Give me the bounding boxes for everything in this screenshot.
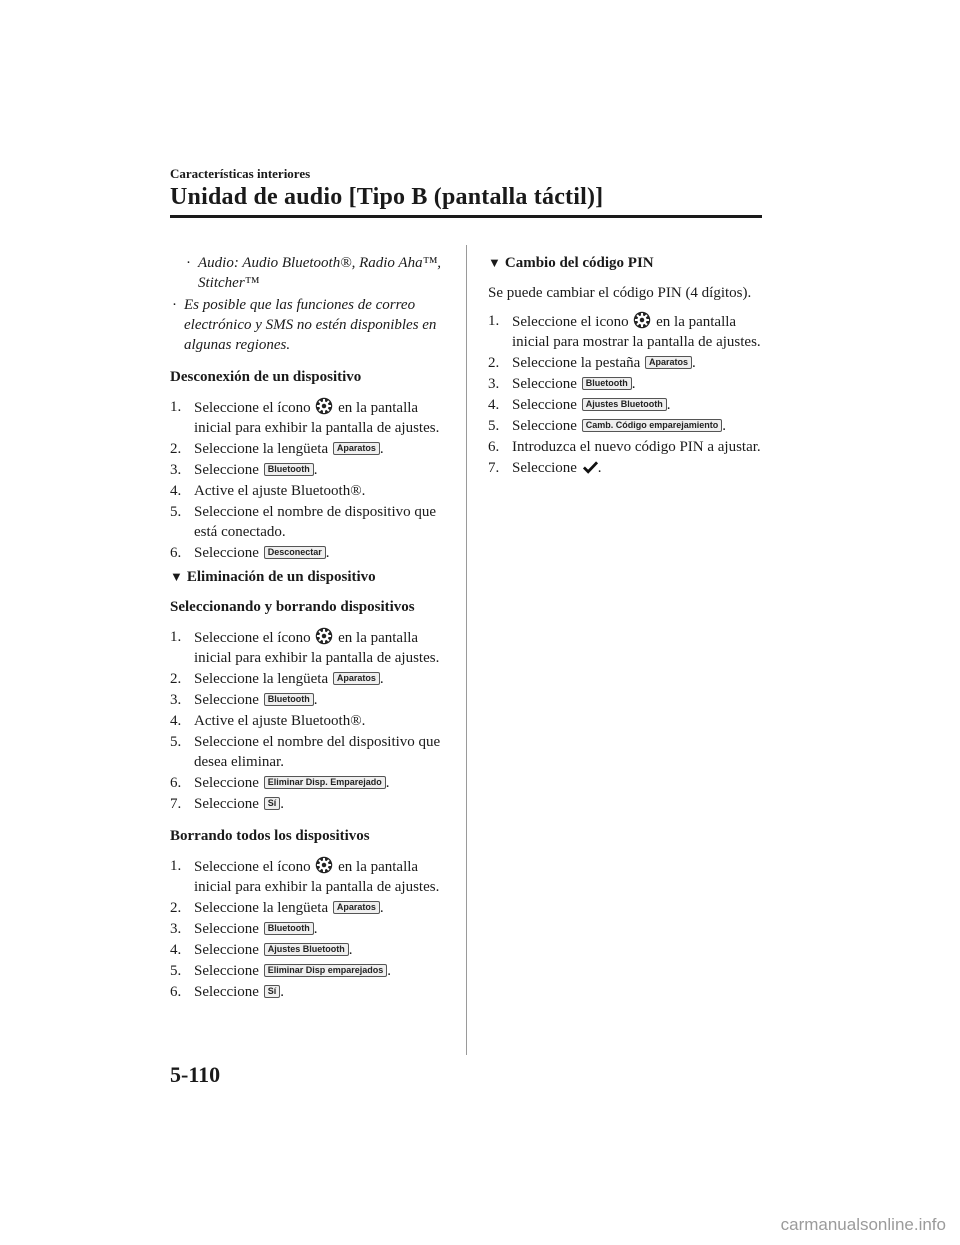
step-text: Seleccione la lengüeta [194, 441, 332, 457]
select-delete-step [170, 773, 455, 793]
ui-button-label: Aparatos [645, 356, 692, 369]
step-text: . [379, 671, 384, 687]
step-text: . [379, 441, 384, 457]
disconnect-step [170, 481, 455, 501]
delete-section-title [170, 567, 455, 587]
ui-button-label: Bluetooth [264, 693, 314, 706]
step-number: 6. [170, 545, 182, 561]
step-text: Seleccione [194, 462, 263, 478]
note-item [184, 253, 455, 293]
disconnect-step [170, 502, 455, 542]
ui-button-label: Desconectar [264, 546, 326, 559]
step-text: Seleccione el icono [512, 314, 633, 330]
page-title: Unidad de audio [Tipo B (pantalla táctil)] [170, 184, 604, 210]
pin-intro: Se puede cambiar el código PIN (4 dígitos). [488, 285, 752, 301]
step-number: 4. [170, 483, 182, 499]
step-text: . [280, 796, 284, 812]
disconnect-heading: Desconexión de un dispositivo [170, 369, 362, 385]
ui-button-label: Aparatos [333, 901, 380, 914]
ui-button-label: Ajustes Bluetooth [264, 943, 349, 956]
step-text: . [313, 692, 318, 708]
pin-section-title-text: Cambio del código PIN [504, 255, 654, 271]
step-number: 4. [488, 397, 500, 413]
right-column [488, 253, 768, 482]
step-number: 7. [170, 796, 182, 812]
step-number: 2. [170, 900, 182, 916]
pin-step [488, 395, 768, 415]
step-number: 3. [170, 921, 182, 937]
pin-step [488, 416, 768, 436]
ui-button-label: Aparatos [333, 442, 380, 455]
step-number: 5. [170, 504, 182, 520]
step-text: . [280, 984, 284, 1000]
gear-icon [633, 311, 651, 329]
step-text: Seleccione [194, 942, 263, 958]
step-text: en la pantalla inicial para exhibir la pantalla de ajustes. [194, 630, 440, 666]
step-text: Seleccione [194, 984, 263, 1000]
select-delete-step [170, 794, 455, 814]
ui-button-label: Ajustes Bluetooth [582, 398, 667, 411]
step-text: . [692, 355, 696, 371]
step-text: . [325, 545, 330, 561]
step-number: 5. [170, 963, 182, 979]
note-item [170, 295, 455, 355]
step-number: 1. [488, 313, 500, 329]
step-number: 3. [170, 462, 182, 478]
ui-button-label: Camb. Código emparejamiento [582, 419, 723, 432]
step-text: Seleccione [194, 921, 263, 937]
ui-button-label: Bluetooth [264, 463, 314, 476]
step-text: Seleccione [194, 545, 263, 561]
step-number: 2. [170, 441, 182, 457]
select-delete-step [170, 627, 455, 668]
notes-list [170, 253, 455, 355]
ui-button-label: Aparatos [333, 672, 380, 685]
pin-steps [488, 311, 768, 478]
step-number: 5. [170, 734, 182, 750]
delete-all-step [170, 961, 455, 981]
step-number: 1. [170, 399, 182, 415]
step-text: . [385, 775, 390, 791]
pin-step [488, 311, 768, 352]
disconnect-step [170, 543, 455, 563]
step-number: 6. [170, 775, 182, 791]
delete-all-step [170, 898, 455, 918]
delete-all-step [170, 940, 455, 960]
select-delete-step [170, 732, 455, 772]
step-text: Seleccione el ícono [194, 859, 315, 875]
step-text: Seleccione la lengüeta [194, 900, 332, 916]
step-number: 4. [170, 942, 182, 958]
pin-step [488, 437, 768, 457]
step-number: 3. [488, 376, 500, 392]
bullet-icon: · [186, 255, 191, 271]
pin-step [488, 458, 768, 478]
step-number: 7. [488, 460, 500, 476]
delete-all-steps [170, 856, 455, 1002]
step-text: . [348, 942, 353, 958]
note-text: Es posible que las funciones de correo electrónico y SMS no estén disponibles en algunas regiones. [184, 297, 437, 353]
step-text: Active el ajuste Bluetooth®. [194, 713, 366, 729]
step-text: Seleccione [194, 692, 263, 708]
delete-all-step [170, 919, 455, 939]
delete-all-heading: Borrando todos los dispositivos [170, 828, 370, 844]
step-text: . [387, 963, 392, 979]
pin-section-title [488, 253, 768, 273]
disconnect-step [170, 460, 455, 480]
step-text: Seleccione el nombre del dispositivo que desea eliminar. [194, 734, 441, 770]
ui-button-label: Sí [264, 985, 281, 998]
ui-button-label: Eliminar Disp. Emparejado [264, 776, 386, 789]
gear-icon [315, 397, 333, 415]
step-text: Seleccione la pestaña [512, 355, 645, 371]
step-text: Seleccione [194, 963, 263, 979]
left-column [170, 253, 455, 1006]
pin-step [488, 374, 768, 394]
step-text: . [597, 460, 602, 476]
step-number: 2. [170, 671, 182, 687]
step-text: en la pantalla inicial para exhibir la pantalla de ajustes. [194, 400, 440, 436]
step-text: Seleccione [512, 418, 581, 434]
step-number: 4. [170, 713, 182, 729]
select-delete-heading: Seleccionando y borrando dispositivos [170, 599, 415, 615]
chapter-label: Características interiores [170, 166, 311, 181]
column-divider [466, 245, 467, 1055]
select-delete-steps [170, 627, 455, 814]
ui-button-label: Sí [264, 797, 281, 810]
title-rule [170, 215, 762, 218]
step-text: Seleccione la lengüeta [194, 671, 332, 687]
step-number: 2. [488, 355, 500, 371]
step-text: . [379, 900, 384, 916]
step-text: Seleccione [194, 775, 263, 791]
disconnect-step [170, 439, 455, 459]
delete-section-title-text: Eliminación de un dispositivo [186, 569, 376, 585]
step-number: 6. [170, 984, 182, 1000]
step-text: . [722, 418, 726, 434]
select-delete-step [170, 669, 455, 689]
step-text: . [313, 921, 318, 937]
select-delete-step [170, 690, 455, 710]
ui-button-label: Bluetooth [264, 922, 314, 935]
delete-all-step [170, 982, 455, 1002]
step-text: en la pantalla inicial para exhibir la pantalla de ajustes. [194, 859, 440, 895]
step-text: en la pantalla inicial para mostrar la pantalla de ajustes. [512, 314, 761, 350]
note-text: Audio: Audio Bluetooth®, Radio Aha™, Stitcher™ [198, 255, 442, 291]
ui-button-label: Eliminar Disp emparejados [264, 964, 388, 977]
ui-button-label: Bluetooth [582, 377, 632, 390]
step-text: Seleccione el nombre de dispositivo que está conectado. [194, 504, 437, 540]
checkmark-icon [583, 460, 598, 474]
step-text: Seleccione [194, 796, 263, 812]
step-number: 1. [170, 858, 182, 874]
step-number: 6. [488, 439, 500, 455]
step-text: Seleccione [512, 397, 581, 413]
step-text: . [631, 376, 636, 392]
disconnect-steps [170, 397, 455, 563]
bullet-icon: · [172, 297, 177, 313]
step-text: Introduzca el nuevo código PIN a ajustar. [512, 439, 761, 455]
gear-icon [315, 627, 333, 645]
triangle-down-icon: ▼ [488, 255, 501, 270]
step-number: 3. [170, 692, 182, 708]
step-text: . [666, 397, 671, 413]
disconnect-step [170, 397, 455, 438]
step-text: . [313, 462, 318, 478]
delete-all-step [170, 856, 455, 897]
step-text: Seleccione [512, 376, 581, 392]
page-number: 5-110 [170, 1062, 221, 1087]
step-number: 1. [170, 629, 182, 645]
select-delete-step [170, 711, 455, 731]
step-text: Seleccione [512, 460, 581, 476]
gear-icon [315, 856, 333, 874]
step-number: 5. [488, 418, 500, 434]
triangle-down-icon: ▼ [170, 569, 183, 584]
step-text: Active el ajuste Bluetooth®. [194, 483, 366, 499]
step-text: Seleccione el ícono [194, 630, 315, 646]
watermark: carmanualsonline.info [780, 1215, 946, 1234]
step-text: Seleccione el ícono [194, 400, 315, 416]
pin-step [488, 353, 768, 373]
